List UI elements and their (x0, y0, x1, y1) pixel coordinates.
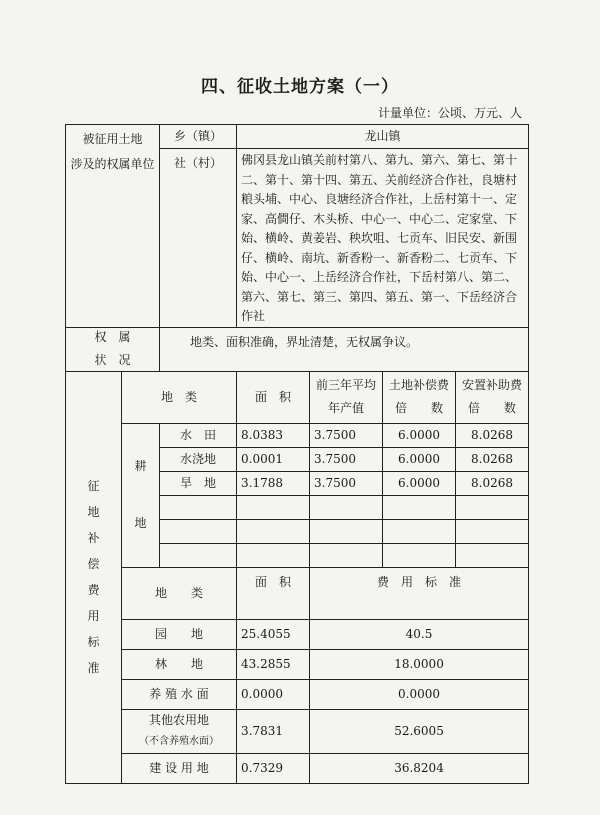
cell-avg-output: 3.7500 (310, 471, 383, 495)
empty-cell (383, 543, 456, 567)
compensation-side-label (66, 371, 122, 783)
table-row (66, 753, 529, 783)
cell-land-type: 水浇地 (160, 447, 237, 471)
empty-cell (310, 543, 383, 567)
other-land-header-row (66, 567, 529, 619)
header-resettle-line2: 倍 数 (468, 401, 517, 415)
empty-cell (456, 543, 529, 567)
empty-cell (237, 519, 310, 543)
empty-cell (160, 519, 237, 543)
cell-resettle: 8.0268 (456, 447, 529, 471)
cell-land-comp: 6.0000 (383, 423, 456, 447)
cell-fee: 18.0000 (310, 649, 529, 679)
cell-land-type: 旱 地 (160, 471, 237, 495)
cultivated-label-char: 地 (134, 516, 147, 530)
table-row (66, 709, 529, 753)
table-row (66, 679, 529, 709)
ownership-status-row (66, 327, 529, 371)
cell-land-type-main: 其他农用地 (149, 713, 210, 727)
cell-land-type: 建 设 用 地 (122, 753, 237, 783)
ownership-status-label-line2: 状 况 (94, 353, 131, 367)
header-avg-output-line2: 年产值 (328, 401, 365, 415)
ownership-status-label-line1: 权 属 (94, 330, 131, 344)
header-land-comp-line2: 倍 数 (395, 401, 444, 415)
header-avg-output (310, 371, 383, 423)
empty-cell (237, 543, 310, 567)
cell-area: 8.0383 (237, 423, 310, 447)
ownership-header-line1: 被征用土地 (82, 132, 143, 146)
side-label-char: 标 (87, 635, 100, 649)
empty-cell (456, 495, 529, 519)
cell-land-comp: 6.0000 (383, 471, 456, 495)
header-land-comp-line1: 土地补偿费 (389, 378, 450, 392)
cell-area: 3.1788 (237, 471, 310, 495)
cell-land-type: 园 地 (122, 619, 237, 649)
cell-land-type: 林 地 (122, 649, 237, 679)
header-area: 面 积 (237, 371, 310, 423)
empty-cell (456, 519, 529, 543)
side-label-char: 用 (87, 609, 100, 623)
village-label: 社（村） (160, 149, 237, 328)
cell-land-type-note: （不含养殖水面） (139, 736, 219, 747)
ownership-header-line2: 涉及的权属单位 (70, 157, 155, 171)
land-acquisition-table (65, 124, 529, 784)
cell-area: 3.7831 (237, 709, 310, 753)
empty-cell (237, 495, 310, 519)
header-land-comp (383, 371, 456, 423)
header2-land-type: 地 类 (122, 567, 237, 619)
header-land-type: 地 类 (122, 371, 237, 423)
cell-fee: 40.5 (310, 619, 529, 649)
cell-area: 25.4055 (237, 619, 310, 649)
cultivated-label (122, 423, 160, 567)
header-resettle (456, 371, 529, 423)
ownership-status-value: 地类、面积准确，界址清楚，无权属争议。 (160, 327, 529, 371)
cell-fee: 52.6005 (310, 709, 529, 753)
township-value: 龙山镇 (237, 125, 529, 149)
cell-land-type: 水 田 (160, 423, 237, 447)
township-row (66, 125, 529, 149)
empty-cell (383, 519, 456, 543)
empty-cell (310, 495, 383, 519)
cell-fee: 36.8204 (310, 753, 529, 783)
header-avg-output-line1: 前三年平均 (316, 378, 377, 392)
empty-cell (383, 495, 456, 519)
cell-land-type: 养 殖 水 面 (122, 679, 237, 709)
side-label-char: 地 (87, 505, 100, 519)
cell-area: 0.7329 (237, 753, 310, 783)
unit-note: 计量单位：公顷、万元、人 (377, 106, 522, 120)
header2-fee-standard: 费 用 标 准 (310, 567, 529, 619)
township-label: 乡（镇） (160, 125, 237, 149)
table-row (66, 649, 529, 679)
cultivated-label-char: 耕 (134, 459, 147, 473)
cultivated-header-row (66, 371, 529, 423)
empty-cell (310, 519, 383, 543)
village-value: 佛冈县龙山镇关前村第八、第九、第六、第七、第十二、第十、第十四、第五、关前经济合作社，良塘村粮头埔、中心、良塘经济合作社，上岳村第十一、定家、高僴仔、木头桥、中心一、中心二、定家堂、下始、横岭、黄姜岩、秧坎咀、七贡车、旧民安、新围仔、横岭、南坑、新香粉一、新香粉二、七贡车、下始、中心一、上岳经济合作社，下岳村第八、第二、第六、第七、第三、第四、第五、第一、下岳经济合作社 (237, 149, 529, 328)
cell-fee: 0.0000 (310, 679, 529, 709)
side-label-char: 准 (87, 661, 100, 675)
side-label-char: 补 (87, 531, 100, 545)
cell-area: 0.0000 (237, 679, 310, 709)
header2-area: 面 积 (237, 567, 310, 619)
side-label-char: 费 (87, 583, 100, 597)
ownership-header-cell (66, 125, 160, 328)
cell-land-comp: 6.0000 (383, 447, 456, 471)
side-label-char: 征 (87, 479, 100, 493)
cell-land-type (122, 709, 237, 753)
table-row (66, 619, 529, 649)
empty-cell (160, 543, 237, 567)
header-resettle-line1: 安置补助费 (462, 378, 523, 392)
cell-avg-output: 3.7500 (310, 423, 383, 447)
cell-area: 0.0001 (237, 447, 310, 471)
cell-area: 43.2855 (237, 649, 310, 679)
ownership-status-label (66, 327, 160, 371)
table-row (66, 423, 529, 447)
cell-avg-output: 3.7500 (310, 447, 383, 471)
side-label-char: 偿 (87, 557, 100, 571)
cell-resettle: 8.0268 (456, 423, 529, 447)
document-title: 四、征收土地方案（一） (201, 77, 399, 97)
cell-resettle: 8.0268 (456, 471, 529, 495)
empty-cell (160, 495, 237, 519)
